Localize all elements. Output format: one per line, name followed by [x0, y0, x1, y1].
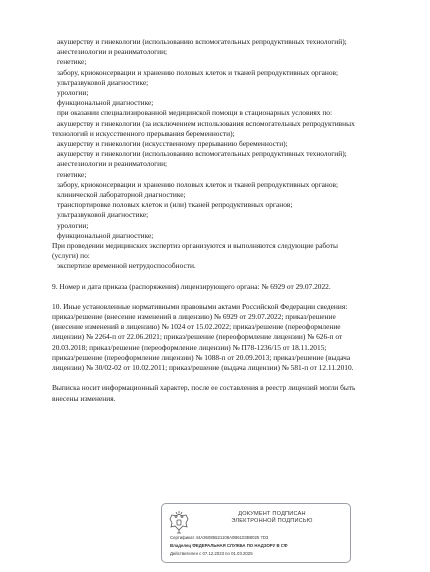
document-line: анестезиологии и реаниматологии; — [57, 47, 168, 57]
document-line: акушерству и гинекологии (использованию вспомогательных репродуктивных технологий); — [57, 37, 347, 46]
document-line: забору, криоконсервации и хранению половых клеток и тканей репродуктивных органов; — [57, 179, 339, 189]
document-line: 20.03.2018; приказ/решение (переоформление лицензии) № П78-1236/15 от 18.11.2015; — [52, 342, 327, 352]
document-line: лицензии) № 30/02-02 от 10.02.2011; приказ/решение (выдача лицензии) № 581-п от 12.11.2010. — [52, 363, 354, 373]
document-line: (внесение изменений в лицензию) № 1024 от 15.02.2022; приказ/решение (переоформление — [52, 322, 341, 332]
stamp-certificate: Сертификат 44A36085521108A0B6103B8025 7D3 — [170, 535, 269, 540]
document-line: При проведении медицинских экспертиз организуются и выполняются следующие работы — [52, 241, 338, 251]
document-line: технологий и искусственного прерывания беременности); — [52, 128, 235, 138]
stamp-validity: Действителен с 07.12.2023 по 01.03.2025 — [170, 551, 253, 556]
russian-coat-of-arms-icon — [167, 510, 191, 536]
document-line: урологии; — [57, 88, 89, 98]
document-line: внесены изменения. — [52, 393, 116, 403]
document-line: ультразвуковой диагностике; — [57, 77, 149, 87]
document-line: приказ/решение (внесение изменений в лицензию) № 6929 от 29.07.2022; приказ/решение — [52, 312, 336, 322]
document-line: акушерству и гинекологии (за исключением использования вспомогательных репродуктивных — [57, 118, 355, 128]
document-line: транспортировке половых клеток и (или) тканей репродуктивных органов; — [57, 200, 293, 210]
document-line: (услуги) по: — [52, 251, 90, 261]
document-line: акушерству и гинекологии (использованию вспомогательных репродуктивных технологий); — [57, 149, 347, 159]
document-line: 10. Иные установленные нормативными правовыми актами Российской Федерации сведения: — [52, 301, 348, 311]
document-line: функциональной диагностике; — [57, 230, 154, 240]
stamp-title-line2: ЭЛЕКТРОННОЙ ПОДПИСЬЮ — [231, 518, 313, 524]
document-line: генетике; — [57, 169, 87, 179]
document-line: приказ/решение (переоформление лицензии) № 1088-п от 20.09.2013; приказ/решение (выдача — [52, 352, 351, 362]
paragraph-gap — [52, 373, 412, 383]
paragraph-gap — [52, 272, 412, 282]
document-line: акушерству и гинекологии (искусственному прерыванию беременности); — [57, 139, 288, 149]
document-line: экспертизе временной нетрудоспособности. — [57, 261, 196, 271]
document-line: Выписка носит информационный характер, после ее составления в реестр лицензий могли быть — [52, 383, 356, 393]
document-line: функциональной диагностике; — [57, 98, 154, 108]
paragraph-gap — [52, 292, 412, 302]
document-line: урологии; — [57, 220, 89, 230]
document-line: при оказании специализированной медицинской помощи в стационарных условиях по: — [57, 108, 333, 118]
stamp-title-line1: ДОКУМЕНТ ПОДПИСАН — [238, 511, 306, 517]
document-line: забору, криоконсервации и хранению половых клеток и тканей репродуктивных органов; — [57, 67, 339, 77]
stamp-owner: Владелец ФЕДЕРАЛЬНАЯ СЛУЖБА ПО НАДЗОРУ В СФ — [170, 543, 288, 548]
document-line: генетике; — [57, 57, 87, 67]
document-line: лицензии) № 2264-п от 22.06.2021; приказ/решение (переоформление лицензии) № 626-п от — [52, 332, 343, 342]
document-line: ультразвуковой диагностике; — [57, 210, 149, 220]
electronic-signature-stamp — [161, 503, 351, 563]
document-line: клинической лабораторной диагностике; — [57, 190, 186, 200]
document-body — [52, 37, 412, 404]
stamp-title — [212, 511, 332, 525]
document-line: анестезиологии и реаниматологии; — [57, 159, 168, 169]
document-line: 9. Номер и дата приказа (распоряжения) лицензирующего органа: № 6929 от 29.07.2022. — [52, 281, 331, 291]
